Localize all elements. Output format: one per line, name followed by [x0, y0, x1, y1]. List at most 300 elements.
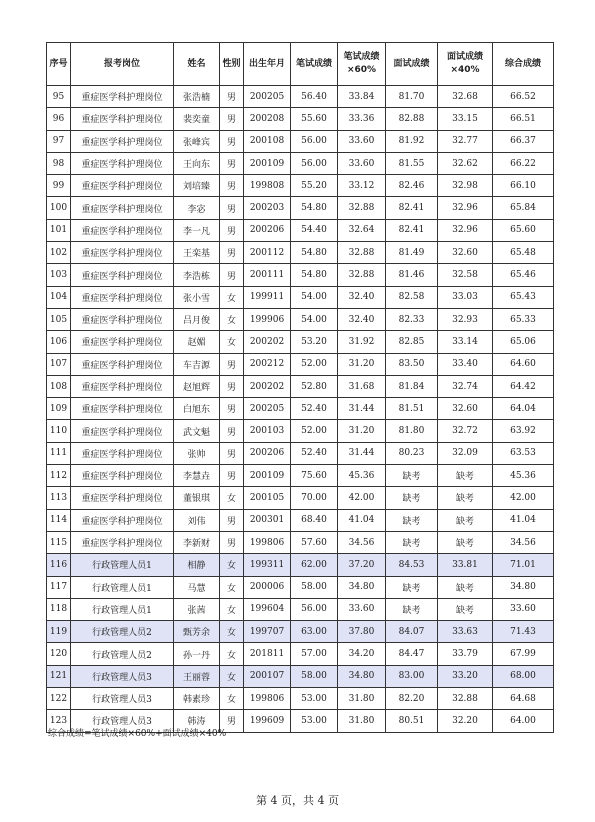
cell-interview: 82.20: [386, 688, 438, 710]
table-row: [47, 86, 554, 108]
cell-name: 王向东: [174, 152, 220, 174]
cell-interview: 81.92: [386, 130, 438, 152]
cell-position: 行政管理人员1: [71, 598, 174, 620]
header-birth: 出生年月: [244, 43, 291, 86]
cell-interview-40: 缺考: [438, 598, 493, 620]
cell-written-60: 31.68: [338, 375, 386, 397]
cell-position: 重症医学科护理岗位: [71, 197, 174, 219]
table-row: [47, 219, 554, 241]
cell-interview: 83.50: [386, 353, 438, 375]
cell-written-60: 31.20: [338, 353, 386, 375]
cell-no: 114: [47, 509, 71, 531]
cell-interview-40: 32.68: [438, 86, 493, 108]
cell-position: 重症医学科护理岗位: [71, 375, 174, 397]
cell-interview: 81.55: [386, 152, 438, 174]
cell-interview-40: 32.98: [438, 175, 493, 197]
cell-name: 马慧: [174, 576, 220, 598]
table-row: [47, 108, 554, 130]
cell-birth: 200202: [244, 375, 291, 397]
table-row: [47, 308, 554, 330]
table-row: [47, 487, 554, 509]
header-no: 序号: [47, 43, 71, 86]
cell-total: 66.37: [493, 130, 554, 152]
cell-name: 李一凡: [174, 219, 220, 241]
cell-position: 行政管理人员1: [71, 554, 174, 576]
formula-note: 综合成绩=笔试成绩×60%+面试成绩×40%: [48, 729, 227, 739]
cell-gender: 男: [220, 130, 244, 152]
cell-position: 重症医学科护理岗位: [71, 331, 174, 353]
cell-no: 111: [47, 442, 71, 464]
cell-name: 刘伟: [174, 509, 220, 531]
cell-name: 张茜: [174, 598, 220, 620]
cell-total: 65.33: [493, 308, 554, 330]
cell-written: 75.60: [291, 465, 338, 487]
cell-no: 120: [47, 643, 71, 665]
score-table: [46, 42, 554, 733]
cell-name: 李慧垚: [174, 465, 220, 487]
cell-total: 64.00: [493, 710, 554, 732]
cell-birth: 199911: [244, 286, 291, 308]
cell-total: 64.60: [493, 353, 554, 375]
cell-position: 重症医学科护理岗位: [71, 86, 174, 108]
cell-birth: 200103: [244, 420, 291, 442]
cell-birth: 200212: [244, 353, 291, 375]
cell-gender: 男: [220, 442, 244, 464]
cell-interview: 81.51: [386, 398, 438, 420]
header-written-60: 笔试成绩×60%: [338, 43, 386, 86]
cell-birth: 200202: [244, 331, 291, 353]
cell-name: 白旭东: [174, 398, 220, 420]
cell-interview-40: 32.60: [438, 398, 493, 420]
cell-gender: 男: [220, 175, 244, 197]
cell-written-60: 42.00: [338, 487, 386, 509]
cell-written: 57.00: [291, 643, 338, 665]
cell-birth: 200107: [244, 665, 291, 687]
cell-total: 41.04: [493, 509, 554, 531]
cell-total: 33.60: [493, 598, 554, 620]
cell-interview: 80.23: [386, 442, 438, 464]
table-row: [47, 531, 554, 553]
header-interview-score: 面试成绩: [386, 43, 438, 86]
cell-birth: 199808: [244, 175, 291, 197]
cell-written: 56.00: [291, 598, 338, 620]
cell-written: 54.80: [291, 264, 338, 286]
cell-interview-40: 32.58: [438, 264, 493, 286]
cell-interview-40: 32.96: [438, 197, 493, 219]
cell-interview: 84.07: [386, 621, 438, 643]
header-position: 报考岗位: [71, 43, 174, 86]
cell-name: 张峰宾: [174, 130, 220, 152]
cell-name: 赵旭辉: [174, 375, 220, 397]
cell-interview: 81.49: [386, 242, 438, 264]
cell-position: 重症医学科护理岗位: [71, 487, 174, 509]
score-sheet: [46, 42, 553, 733]
cell-position: 重症医学科护理岗位: [71, 398, 174, 420]
cell-name: 车吉源: [174, 353, 220, 375]
cell-no: 105: [47, 308, 71, 330]
cell-gender: 男: [220, 375, 244, 397]
cell-interview-40: 32.74: [438, 375, 493, 397]
cell-birth: 200208: [244, 108, 291, 130]
cell-total: 65.48: [493, 242, 554, 264]
cell-interview: 缺考: [386, 465, 438, 487]
cell-gender: 女: [220, 308, 244, 330]
cell-written: 54.40: [291, 219, 338, 241]
cell-position: 重症医学科护理岗位: [71, 286, 174, 308]
cell-no: 96: [47, 108, 71, 130]
cell-birth: 200206: [244, 442, 291, 464]
cell-gender: 男: [220, 264, 244, 286]
cell-interview-40: 缺考: [438, 509, 493, 531]
cell-position: 行政管理人员2: [71, 621, 174, 643]
cell-interview-40: 缺考: [438, 465, 493, 487]
cell-name: 甄芳余: [174, 621, 220, 643]
cell-gender: 女: [220, 331, 244, 353]
cell-birth: 200205: [244, 398, 291, 420]
cell-interview-40: 33.40: [438, 353, 493, 375]
cell-written: 54.00: [291, 286, 338, 308]
header-written-score: 笔试成绩: [291, 43, 338, 86]
cell-written: 52.00: [291, 420, 338, 442]
table-row: [47, 621, 554, 643]
cell-gender: 女: [220, 554, 244, 576]
cell-total: 65.46: [493, 264, 554, 286]
cell-gender: 男: [220, 242, 244, 264]
cell-written: 53.00: [291, 688, 338, 710]
cell-no: 104: [47, 286, 71, 308]
cell-interview-40: 缺考: [438, 531, 493, 553]
cell-interview-40: 33.79: [438, 643, 493, 665]
cell-no: 107: [47, 353, 71, 375]
cell-written: 63.00: [291, 621, 338, 643]
cell-total: 64.68: [493, 688, 554, 710]
cell-interview: 84.53: [386, 554, 438, 576]
cell-interview: 81.46: [386, 264, 438, 286]
cell-interview-40: 缺考: [438, 487, 493, 509]
cell-gender: 男: [220, 197, 244, 219]
cell-birth: 200105: [244, 487, 291, 509]
cell-written: 53.20: [291, 331, 338, 353]
cell-written-60: 37.80: [338, 621, 386, 643]
table-row: [47, 152, 554, 174]
cell-interview: 缺考: [386, 487, 438, 509]
cell-no: 118: [47, 598, 71, 620]
cell-interview: 82.41: [386, 197, 438, 219]
cell-interview-40: 33.14: [438, 331, 493, 353]
cell-written-60: 33.84: [338, 86, 386, 108]
cell-interview-40: 33.15: [438, 108, 493, 130]
cell-interview: 82.33: [386, 308, 438, 330]
table-row: [47, 420, 554, 442]
cell-birth: 200112: [244, 242, 291, 264]
cell-written: 58.00: [291, 576, 338, 598]
cell-name: 裴奕童: [174, 108, 220, 130]
table-row: [47, 688, 554, 710]
cell-total: 66.10: [493, 175, 554, 197]
table-row: [47, 130, 554, 152]
table-row: [47, 353, 554, 375]
cell-name: 王栾基: [174, 242, 220, 264]
cell-interview: 81.70: [386, 86, 438, 108]
cell-written: 52.80: [291, 375, 338, 397]
cell-no: 116: [47, 554, 71, 576]
table-row: [47, 242, 554, 264]
cell-total: 65.60: [493, 219, 554, 241]
cell-no: 122: [47, 688, 71, 710]
cell-written: 62.00: [291, 554, 338, 576]
cell-gender: 女: [220, 688, 244, 710]
cell-position: 重症医学科护理岗位: [71, 465, 174, 487]
cell-name: 董银琪: [174, 487, 220, 509]
cell-written-60: 31.44: [338, 442, 386, 464]
cell-written-60: 34.80: [338, 576, 386, 598]
cell-gender: 男: [220, 465, 244, 487]
cell-written-60: 32.88: [338, 242, 386, 264]
cell-total: 65.43: [493, 286, 554, 308]
cell-interview: 82.85: [386, 331, 438, 353]
cell-written-60: 31.80: [338, 688, 386, 710]
cell-position: 重症医学科护理岗位: [71, 531, 174, 553]
cell-written: 54.80: [291, 197, 338, 219]
cell-birth: 200006: [244, 576, 291, 598]
header-name: 姓名: [174, 43, 220, 86]
cell-written: 55.60: [291, 108, 338, 130]
cell-interview: 82.46: [386, 175, 438, 197]
cell-position: 重症医学科护理岗位: [71, 242, 174, 264]
table-row: [47, 175, 554, 197]
table-row: [47, 554, 554, 576]
cell-interview-40: 32.88: [438, 688, 493, 710]
cell-gender: 女: [220, 621, 244, 643]
cell-total: 71.43: [493, 621, 554, 643]
cell-interview: 缺考: [386, 509, 438, 531]
table-row: [47, 331, 554, 353]
cell-name: 李宓: [174, 197, 220, 219]
cell-written-60: 45.36: [338, 465, 386, 487]
cell-birth: 200205: [244, 86, 291, 108]
cell-interview: 82.58: [386, 286, 438, 308]
cell-written: 54.80: [291, 242, 338, 264]
cell-written-60: 33.36: [338, 108, 386, 130]
cell-no: 121: [47, 665, 71, 687]
cell-interview: 83.00: [386, 665, 438, 687]
cell-birth: 199707: [244, 621, 291, 643]
cell-interview-40: 32.93: [438, 308, 493, 330]
table-row: [47, 643, 554, 665]
cell-no: 112: [47, 465, 71, 487]
cell-name: 刘培臻: [174, 175, 220, 197]
cell-total: 63.53: [493, 442, 554, 464]
cell-written-60: 33.60: [338, 130, 386, 152]
cell-written: 68.40: [291, 509, 338, 531]
cell-total: 63.92: [493, 420, 554, 442]
cell-position: 重症医学科护理岗位: [71, 353, 174, 375]
cell-gender: 男: [220, 710, 244, 732]
cell-no: 115: [47, 531, 71, 553]
cell-total: 67.99: [493, 643, 554, 665]
cell-written-60: 34.80: [338, 665, 386, 687]
cell-gender: 女: [220, 576, 244, 598]
cell-interview-40: 32.62: [438, 152, 493, 174]
cell-gender: 女: [220, 598, 244, 620]
cell-position: 重症医学科护理岗位: [71, 130, 174, 152]
cell-gender: 男: [220, 152, 244, 174]
table-row: [47, 197, 554, 219]
cell-interview: 81.84: [386, 375, 438, 397]
cell-name: 吕月俊: [174, 308, 220, 330]
cell-written: 58.00: [291, 665, 338, 687]
cell-birth: 199906: [244, 308, 291, 330]
cell-total: 42.00: [493, 487, 554, 509]
cell-total: 68.00: [493, 665, 554, 687]
cell-birth: 200109: [244, 465, 291, 487]
cell-interview: 82.88: [386, 108, 438, 130]
cell-interview: 缺考: [386, 576, 438, 598]
page-footer: 第 4 页，共 4 页: [256, 794, 339, 807]
cell-position: 重症医学科护理岗位: [71, 152, 174, 174]
cell-interview-40: 32.77: [438, 130, 493, 152]
cell-no: 103: [47, 264, 71, 286]
table-row: [47, 375, 554, 397]
cell-written-60: 41.04: [338, 509, 386, 531]
cell-written-60: 31.80: [338, 710, 386, 732]
cell-written: 56.40: [291, 86, 338, 108]
cell-birth: 199311: [244, 554, 291, 576]
cell-name: 相静: [174, 554, 220, 576]
cell-no: 101: [47, 219, 71, 241]
cell-position: 重症医学科护理岗位: [71, 264, 174, 286]
cell-interview-40: 32.72: [438, 420, 493, 442]
cell-written: 54.00: [291, 308, 338, 330]
cell-no: 117: [47, 576, 71, 598]
cell-written: 56.00: [291, 152, 338, 174]
cell-total: 66.52: [493, 86, 554, 108]
cell-position: 重症医学科护理岗位: [71, 420, 174, 442]
header-interview-40: 面试成绩×40%: [438, 43, 493, 86]
cell-position: 行政管理人员3: [71, 665, 174, 687]
cell-interview: 缺考: [386, 598, 438, 620]
cell-gender: 男: [220, 108, 244, 130]
table-row: [47, 398, 554, 420]
cell-birth: 201811: [244, 643, 291, 665]
cell-no: 109: [47, 398, 71, 420]
cell-gender: 男: [220, 420, 244, 442]
cell-interview-40: 33.20: [438, 665, 493, 687]
cell-gender: 男: [220, 86, 244, 108]
cell-gender: 男: [220, 219, 244, 241]
table-row: [47, 442, 554, 464]
cell-name: 孙一丹: [174, 643, 220, 665]
cell-name: 张小雪: [174, 286, 220, 308]
cell-written: 52.40: [291, 398, 338, 420]
cell-written-60: 33.60: [338, 152, 386, 174]
table-row: [47, 465, 554, 487]
table-row: [47, 576, 554, 598]
cell-interview: 缺考: [386, 531, 438, 553]
cell-written-60: 32.40: [338, 286, 386, 308]
table-row: [47, 509, 554, 531]
cell-interview-40: 33.81: [438, 554, 493, 576]
cell-interview: 80.51: [386, 710, 438, 732]
header-gender: 性别: [220, 43, 244, 86]
cell-written: 52.40: [291, 442, 338, 464]
cell-total: 34.56: [493, 531, 554, 553]
cell-position: 行政管理人员2: [71, 643, 174, 665]
cell-total: 45.36: [493, 465, 554, 487]
cell-written-60: 33.60: [338, 598, 386, 620]
cell-birth: 199806: [244, 531, 291, 553]
cell-written: 70.00: [291, 487, 338, 509]
cell-written-60: 34.56: [338, 531, 386, 553]
cell-written: 55.20: [291, 175, 338, 197]
cell-total: 65.06: [493, 331, 554, 353]
cell-total: 66.22: [493, 152, 554, 174]
cell-written: 56.00: [291, 130, 338, 152]
cell-written-60: 32.88: [338, 197, 386, 219]
cell-name: 韩素珍: [174, 688, 220, 710]
table-row: [47, 264, 554, 286]
cell-no: 123: [47, 710, 71, 732]
cell-birth: 200111: [244, 264, 291, 286]
cell-interview-40: 33.03: [438, 286, 493, 308]
cell-interview-40: 32.09: [438, 442, 493, 464]
cell-total: 66.51: [493, 108, 554, 130]
cell-written-60: 32.40: [338, 308, 386, 330]
cell-position: 重症医学科护理岗位: [71, 308, 174, 330]
table-row: [47, 665, 554, 687]
cell-position: 行政管理人员1: [71, 576, 174, 598]
cell-birth: 200203: [244, 197, 291, 219]
cell-name: 李浩栋: [174, 264, 220, 286]
cell-name: 韩涛: [174, 710, 220, 732]
cell-birth: 200109: [244, 152, 291, 174]
cell-gender: 女: [220, 643, 244, 665]
cell-written: 52.00: [291, 353, 338, 375]
cell-name: 张浩楠: [174, 86, 220, 108]
cell-interview: 82.41: [386, 219, 438, 241]
cell-no: 110: [47, 420, 71, 442]
cell-position: 重症医学科护理岗位: [71, 108, 174, 130]
cell-written-60: 33.12: [338, 175, 386, 197]
cell-position: 重症医学科护理岗位: [71, 509, 174, 531]
cell-written-60: 37.20: [338, 554, 386, 576]
cell-written: 53.00: [291, 710, 338, 732]
cell-gender: 女: [220, 286, 244, 308]
cell-interview-40: 32.20: [438, 710, 493, 732]
cell-interview-40: 33.63: [438, 621, 493, 643]
cell-no: 108: [47, 375, 71, 397]
cell-no: 99: [47, 175, 71, 197]
cell-name: 王丽蓉: [174, 665, 220, 687]
cell-gender: 女: [220, 665, 244, 687]
cell-interview-40: 32.96: [438, 219, 493, 241]
cell-no: 106: [47, 331, 71, 353]
cell-no: 113: [47, 487, 71, 509]
cell-written-60: 31.92: [338, 331, 386, 353]
cell-total: 64.42: [493, 375, 554, 397]
cell-interview: 84.47: [386, 643, 438, 665]
table-row: [47, 286, 554, 308]
cell-no: 97: [47, 130, 71, 152]
cell-no: 102: [47, 242, 71, 264]
cell-birth: 199609: [244, 710, 291, 732]
cell-total: 65.84: [493, 197, 554, 219]
cell-gender: 男: [220, 353, 244, 375]
cell-position: 重症医学科护理岗位: [71, 219, 174, 241]
cell-no: 95: [47, 86, 71, 108]
cell-birth: 199806: [244, 688, 291, 710]
cell-birth: 199604: [244, 598, 291, 620]
